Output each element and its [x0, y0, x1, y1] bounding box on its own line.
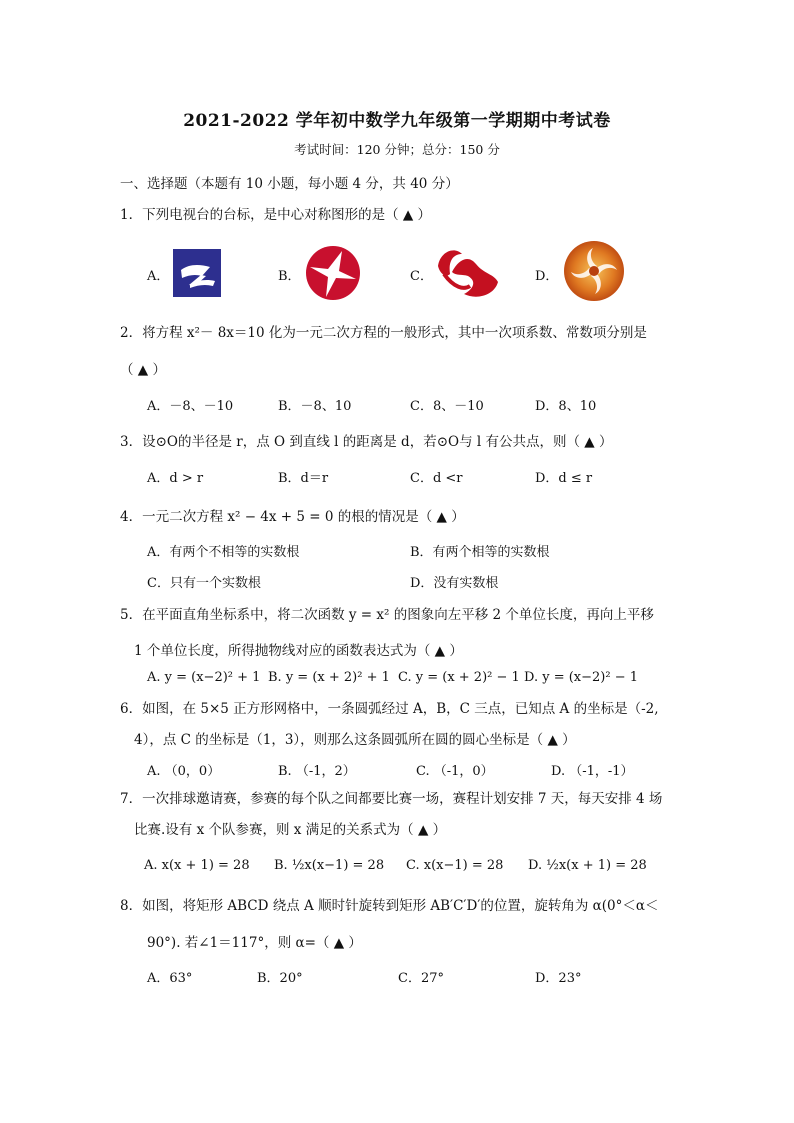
q2-option-c: C．8、－10	[410, 399, 484, 414]
q2-option-a: A．－8、－10	[147, 399, 234, 414]
q4-option-d: D．没有实数根	[410, 576, 499, 591]
exam-subtitle: 考试时间：120 分钟；总分：150 分	[294, 142, 500, 157]
question-5-stem: 5．在平面直角坐标系中，将二次函数 y = x² 的图象向左平移 2 个单位长度，再向上平移	[120, 607, 654, 623]
q2-option-d: D．8、10	[535, 399, 597, 414]
q6-option-a: A. （0，0）	[147, 764, 221, 779]
q5-option-c: C. y = (x + 2)² − 1	[398, 670, 520, 685]
question-6-stem-cont: 4），点 C 的坐标是（1，3），则那么这条圆弧所在圆的圆心坐标是（ ▲ ）	[134, 732, 576, 748]
q7-option-d: D. ½x(x + 1) = 28	[528, 858, 647, 873]
q1-option-a-label: A．	[147, 269, 170, 284]
q6-option-c: C. （-1，0）	[416, 764, 494, 779]
q7-option-b: B. ½x(x−1) = 28	[274, 858, 385, 873]
q8-option-c: C．27°	[398, 971, 444, 986]
question-2-stem: 2．将方程 x²－ 8x＝10 化为一元二次方程的一般形式，其中一次项系数、常数项分别是	[120, 325, 647, 341]
q1-option-c-label: C．	[410, 269, 433, 284]
section-heading: 一、选择题（本题有 10 小题，每小题 4 分，共 40 分）	[120, 176, 459, 192]
q3-option-c: C．d <r	[410, 471, 463, 486]
q4-option-c: C．只有一个实数根	[147, 576, 261, 591]
q4-option-a: A．有两个不相等的实数根	[147, 545, 300, 560]
q4-option-b: B．有两个相等的实数根	[410, 545, 550, 560]
question-4-stem: 4．一元二次方程 x² − 4x + 5 = 0 的根的情况是（ ▲ ）	[120, 509, 465, 525]
question-2-stem-cont: （ ▲ ）	[120, 362, 166, 378]
q7-option-a: A. x(x + 1) = 28	[144, 858, 250, 873]
q3-option-b: B．d＝r	[278, 471, 329, 486]
question-8-stem: 8．如图，将矩形 ABCD 绕点 A 顺时针旋转到矩形 AB′C′D′的位置，旋转角为 α(0°＜α＜	[120, 898, 659, 914]
q8-option-a: A．63°	[147, 971, 193, 986]
logo-b-star-icon	[304, 245, 362, 301]
logo-d-phoenix-icon	[561, 240, 627, 302]
question-7-stem: 7．一次排球邀请赛，参赛的每个队之间都要比赛一场，赛程计划安排 7 天，每天安排 4 场	[120, 791, 663, 807]
q5-option-a: A. y = (x−2)² + 1	[147, 670, 261, 685]
q1-option-b-label: B．	[278, 269, 301, 284]
q8-option-b: B．20°	[257, 971, 303, 986]
question-8-stem-cont: 90°). 若∠1＝117°，则 α=（ ▲ ）	[147, 935, 362, 951]
question-7-stem-cont: 比赛.设有 x 个队参赛，则 x 满足的关系式为（ ▲ ）	[134, 822, 447, 838]
q2-option-b: B．－8、10	[278, 399, 352, 414]
q7-option-c: C. x(x−1) = 28	[406, 858, 504, 873]
logo-c-swirl-icon	[434, 244, 502, 302]
logo-a-icon	[173, 249, 221, 297]
q6-option-d: D. （-1，-1）	[551, 764, 634, 779]
q1-option-d-label: D．	[535, 269, 559, 284]
q3-option-d: D．d ≤ r	[535, 471, 593, 486]
question-5-stem-cont: 1 个单位长度，所得抛物线对应的函数表达式为（ ▲ ）	[134, 643, 463, 659]
q3-option-a: A．d > r	[147, 471, 204, 486]
question-6-stem: 6．如图，在 5×5 正方形网格中，一条圆弧经过 A，B，C 三点，已知点 A 的坐标是（-2,	[120, 701, 659, 717]
q5-option-b: B. y = (x + 2)² + 1	[268, 670, 390, 685]
q5-option-d: D. y = (x−2)² − 1	[524, 670, 639, 685]
question-3-stem: 3．设⊙O的半径是 r，点 O 到直线 l 的距离是 d，若⊙O与 l 有公共点，则（ ▲ ）	[120, 434, 613, 450]
q8-option-d: D．23°	[535, 971, 582, 986]
question-1-stem: 1．下列电视台的台标，是中心对称图形的是（ ▲ ）	[120, 207, 432, 223]
exam-title: 2021-2022 学年初中数学九年级第一学期期中考试卷	[183, 111, 611, 131]
q6-option-b: B. （-1，2）	[278, 764, 356, 779]
